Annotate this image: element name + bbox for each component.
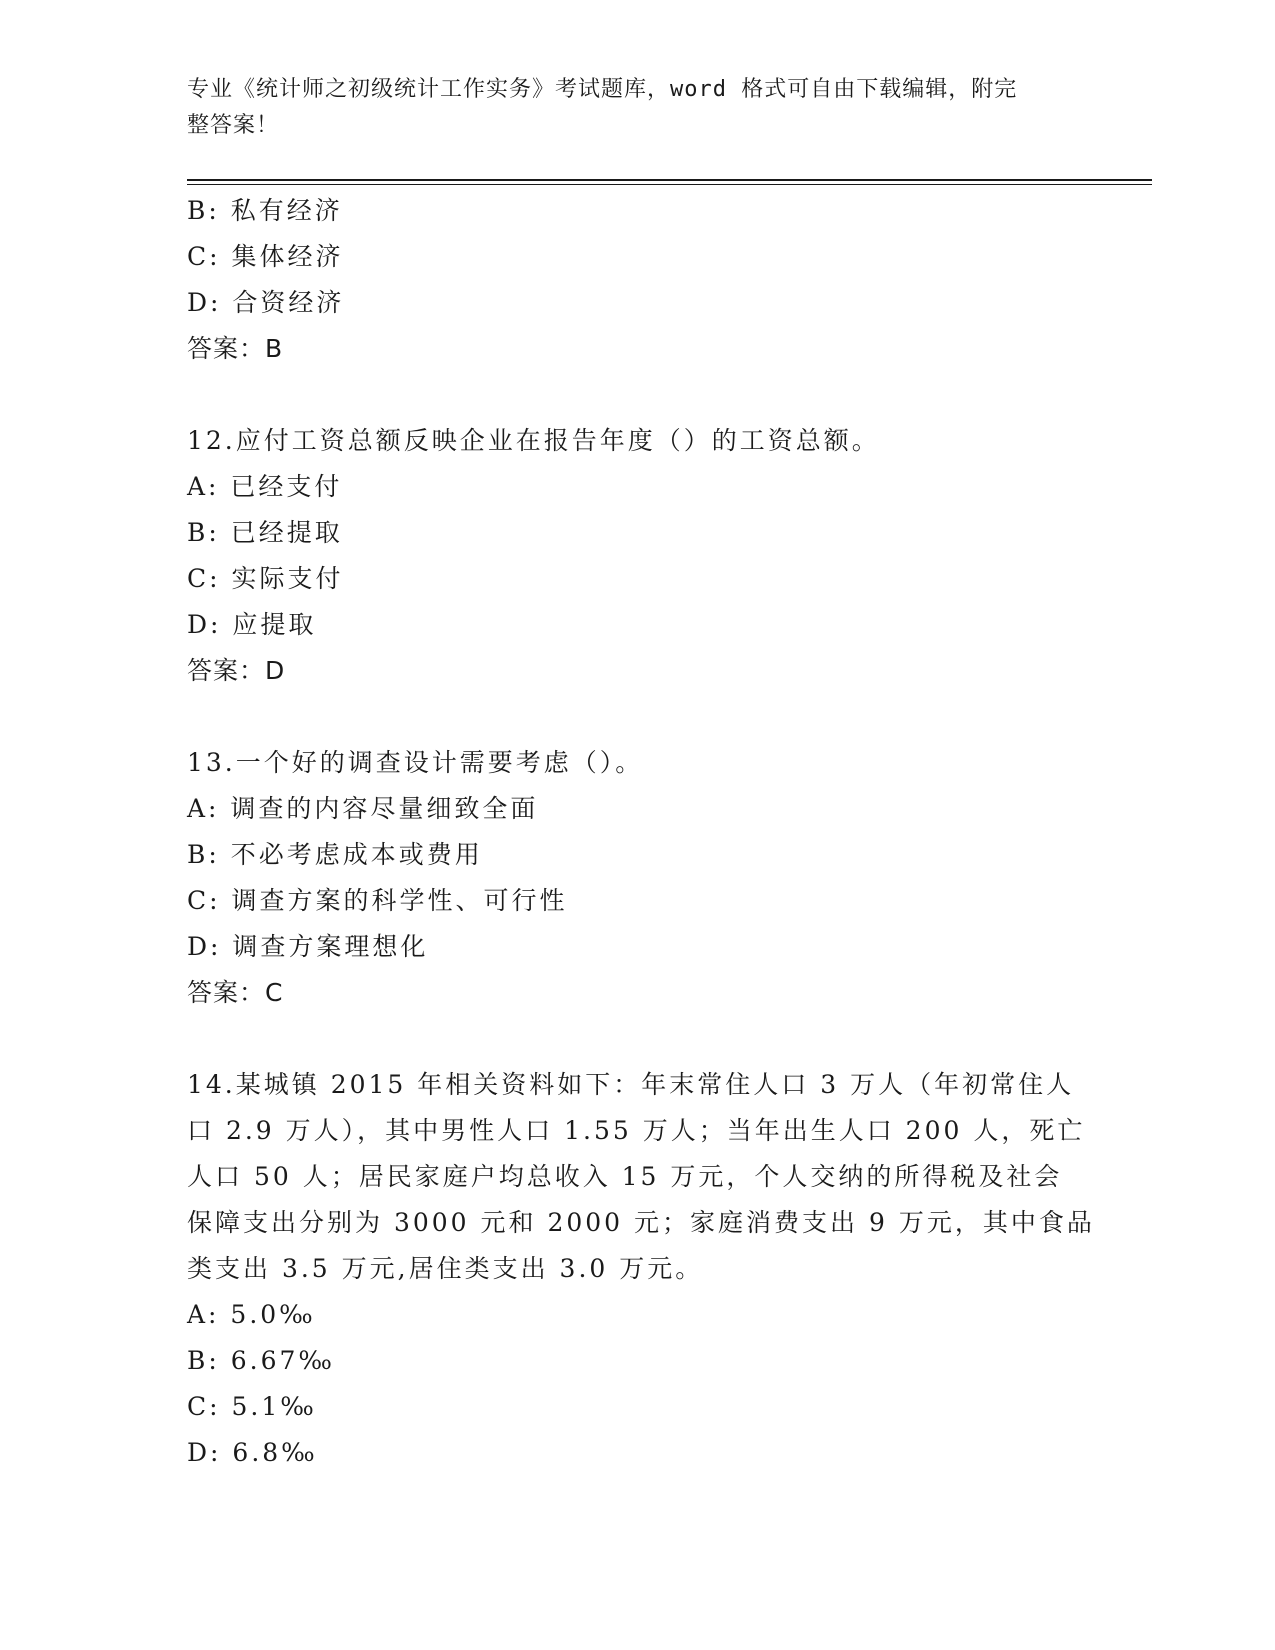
option-d: D: 合资经济 xyxy=(187,288,345,317)
option-c: C: 调查方案的科学性、可行性 xyxy=(187,886,568,915)
answer-line: 答案：D xyxy=(187,656,286,685)
question-12-stem: 12.应付工资总额反映企业在报告年度（）的工资总额。 xyxy=(187,426,880,455)
header-line-1: 专业《统计师之初级统计工作实务》考试题库，word 格式可自由下载编辑，附完 xyxy=(187,77,1018,102)
header-divider-thick xyxy=(187,179,1152,181)
question-14-stem xyxy=(187,1062,1095,1292)
option-b: B: 6.67‰ xyxy=(187,1346,335,1375)
option-c: C: 集体经济 xyxy=(187,242,344,271)
stem-line: 人口 50 人；居民家庭户均总收入 15 万元，个人交纳的所得税及社会 xyxy=(187,1162,1063,1191)
header-divider-thin xyxy=(187,184,1152,185)
spacer xyxy=(187,1016,1087,1062)
stem-line: 保障支出分别为 3000 元和 2000 元；家庭消费支出 9 万元，其中食品 xyxy=(187,1208,1095,1237)
spacer xyxy=(187,694,1087,740)
stem-line: 类支出 3.5 万元,居住类支出 3.0 万元。 xyxy=(187,1254,704,1283)
document-header xyxy=(187,72,1067,144)
stem-line: 口 2.9 万人），其中男性人口 1.55 万人；当年出生人口 200 人，死亡 xyxy=(187,1116,1086,1145)
option-a: A: 调查的内容尽量细致全面 xyxy=(187,794,539,823)
stem-line: 14.某城镇 2015 年相关资料如下：年末常住人口 3 万人（年初常住人 xyxy=(187,1070,1075,1099)
option-b: B: 已经提取 xyxy=(187,518,343,547)
question-content xyxy=(187,188,1095,1476)
option-a: A: 已经支付 xyxy=(187,472,343,501)
answer-line: 答案：B xyxy=(187,334,284,363)
option-d: D: 应提取 xyxy=(187,610,317,639)
option-d: D: 调查方案理想化 xyxy=(187,932,429,961)
header-line-2: 整答案！ xyxy=(187,113,280,138)
option-c: C: 5.1‰ xyxy=(187,1392,317,1421)
question-13-stem: 13.一个好的调查设计需要考虑（）。 xyxy=(187,748,644,777)
option-a: A: 5.0‰ xyxy=(187,1300,316,1329)
spacer xyxy=(187,372,1087,418)
option-b: B: 私有经济 xyxy=(187,196,343,225)
option-c: C: 实际支付 xyxy=(187,564,344,593)
option-b: B: 不必考虑成本或费用 xyxy=(187,840,483,869)
answer-line: 答案：C xyxy=(187,978,284,1007)
option-d: D: 6.8‰ xyxy=(187,1438,318,1467)
